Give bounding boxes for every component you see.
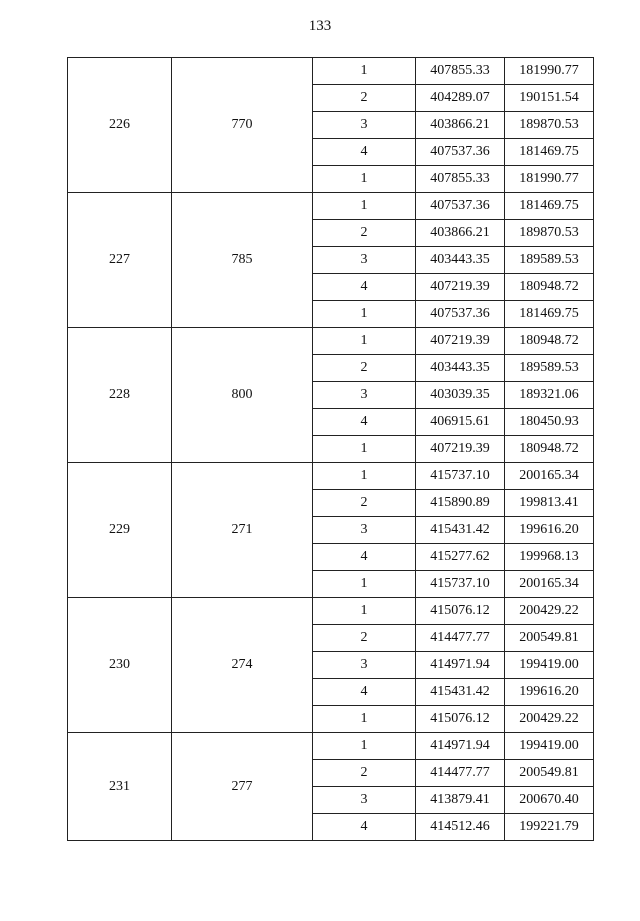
y-coordinate-cell: 181469.75: [505, 301, 594, 328]
area-cell: 785: [172, 193, 313, 328]
x-coordinate-cell: 414971.94: [416, 733, 505, 760]
x-coordinate-cell: 403443.35: [416, 355, 505, 382]
x-coordinate-cell: 414512.46: [416, 814, 505, 841]
x-coordinate-cell: 404289.07: [416, 85, 505, 112]
x-coordinate-cell: 414971.94: [416, 652, 505, 679]
x-coordinate-cell: 403443.35: [416, 247, 505, 274]
y-coordinate-cell: 180450.93: [505, 409, 594, 436]
point-number-cell: 1: [313, 598, 416, 625]
x-coordinate-cell: 407219.39: [416, 328, 505, 355]
point-number-cell: 1: [313, 571, 416, 598]
y-coordinate-cell: 199616.20: [505, 679, 594, 706]
area-cell: 770: [172, 58, 313, 193]
y-coordinate-cell: 200165.34: [505, 571, 594, 598]
point-number-cell: 4: [313, 139, 416, 166]
y-coordinate-cell: 199616.20: [505, 517, 594, 544]
y-coordinate-cell: 189870.53: [505, 112, 594, 139]
y-coordinate-cell: 200549.81: [505, 625, 594, 652]
x-coordinate-cell: 414477.77: [416, 625, 505, 652]
y-coordinate-cell: 189589.53: [505, 247, 594, 274]
area-cell: 277: [172, 733, 313, 841]
point-number-cell: 1: [313, 436, 416, 463]
y-coordinate-cell: 200165.34: [505, 463, 594, 490]
area-cell: 271: [172, 463, 313, 598]
point-number-cell: 4: [313, 274, 416, 301]
y-coordinate-cell: 199968.13: [505, 544, 594, 571]
plot-number-cell: 230: [68, 598, 172, 733]
y-coordinate-cell: 181469.75: [505, 139, 594, 166]
x-coordinate-cell: 415277.62: [416, 544, 505, 571]
x-coordinate-cell: 406915.61: [416, 409, 505, 436]
y-coordinate-cell: 189321.06: [505, 382, 594, 409]
y-coordinate-cell: 190151.54: [505, 85, 594, 112]
y-coordinate-cell: 200549.81: [505, 760, 594, 787]
table-row: [68, 328, 594, 355]
point-number-cell: 3: [313, 247, 416, 274]
point-number-cell: 2: [313, 355, 416, 382]
point-number-cell: 3: [313, 517, 416, 544]
point-number-cell: 2: [313, 625, 416, 652]
plot-number-cell: 229: [68, 463, 172, 598]
x-coordinate-cell: 415076.12: [416, 598, 505, 625]
y-coordinate-cell: 199221.79: [505, 814, 594, 841]
x-coordinate-cell: 407855.33: [416, 58, 505, 85]
x-coordinate-cell: 415431.42: [416, 679, 505, 706]
point-number-cell: 1: [313, 301, 416, 328]
x-coordinate-cell: 407219.39: [416, 274, 505, 301]
y-coordinate-cell: 189589.53: [505, 355, 594, 382]
plot-number-cell: 231: [68, 733, 172, 841]
point-number-cell: 3: [313, 382, 416, 409]
point-number-cell: 1: [313, 328, 416, 355]
plot-number-cell: 226: [68, 58, 172, 193]
point-number-cell: 1: [313, 193, 416, 220]
plot-number-cell: 227: [68, 193, 172, 328]
point-number-cell: 3: [313, 112, 416, 139]
y-coordinate-cell: 181990.77: [505, 58, 594, 85]
x-coordinate-cell: 415737.10: [416, 571, 505, 598]
x-coordinate-cell: 403039.35: [416, 382, 505, 409]
x-coordinate-cell: 415431.42: [416, 517, 505, 544]
point-number-cell: 1: [313, 733, 416, 760]
y-coordinate-cell: 181990.77: [505, 166, 594, 193]
coordinates-table-body: [68, 58, 594, 841]
x-coordinate-cell: 407219.39: [416, 436, 505, 463]
x-coordinate-cell: 415076.12: [416, 706, 505, 733]
point-number-cell: 2: [313, 760, 416, 787]
point-number-cell: 2: [313, 220, 416, 247]
y-coordinate-cell: 180948.72: [505, 436, 594, 463]
point-number-cell: 1: [313, 166, 416, 193]
y-coordinate-cell: 199419.00: [505, 733, 594, 760]
point-number-cell: 3: [313, 652, 416, 679]
y-coordinate-cell: 199419.00: [505, 652, 594, 679]
point-number-cell: 1: [313, 706, 416, 733]
point-number-cell: 4: [313, 544, 416, 571]
area-cell: 274: [172, 598, 313, 733]
table-row: [68, 463, 594, 490]
x-coordinate-cell: 415890.89: [416, 490, 505, 517]
y-coordinate-cell: 199813.41: [505, 490, 594, 517]
x-coordinate-cell: 413879.41: [416, 787, 505, 814]
table-row: [68, 58, 594, 85]
y-coordinate-cell: 180948.72: [505, 328, 594, 355]
x-coordinate-cell: 407537.36: [416, 301, 505, 328]
point-number-cell: 4: [313, 409, 416, 436]
x-coordinate-cell: 403866.21: [416, 220, 505, 247]
x-coordinate-cell: 415737.10: [416, 463, 505, 490]
plot-number-cell: 228: [68, 328, 172, 463]
y-coordinate-cell: 200429.22: [505, 706, 594, 733]
y-coordinate-cell: 200670.40: [505, 787, 594, 814]
x-coordinate-cell: 414477.77: [416, 760, 505, 787]
point-number-cell: 3: [313, 787, 416, 814]
x-coordinate-cell: 403866.21: [416, 112, 505, 139]
y-coordinate-cell: 189870.53: [505, 220, 594, 247]
point-number-cell: 2: [313, 85, 416, 112]
table-row: [68, 193, 594, 220]
point-number-cell: 4: [313, 679, 416, 706]
point-number-cell: 1: [313, 58, 416, 85]
point-number-cell: 2: [313, 490, 416, 517]
point-number-cell: 1: [313, 463, 416, 490]
x-coordinate-cell: 407855.33: [416, 166, 505, 193]
y-coordinate-cell: 180948.72: [505, 274, 594, 301]
table-row: [68, 598, 594, 625]
y-coordinate-cell: 181469.75: [505, 193, 594, 220]
x-coordinate-cell: 407537.36: [416, 139, 505, 166]
y-coordinate-cell: 200429.22: [505, 598, 594, 625]
page-number: 133: [308, 18, 332, 34]
table-row: [68, 733, 594, 760]
coordinates-table: [67, 57, 594, 841]
x-coordinate-cell: 407537.36: [416, 193, 505, 220]
point-number-cell: 4: [313, 814, 416, 841]
area-cell: 800: [172, 328, 313, 463]
